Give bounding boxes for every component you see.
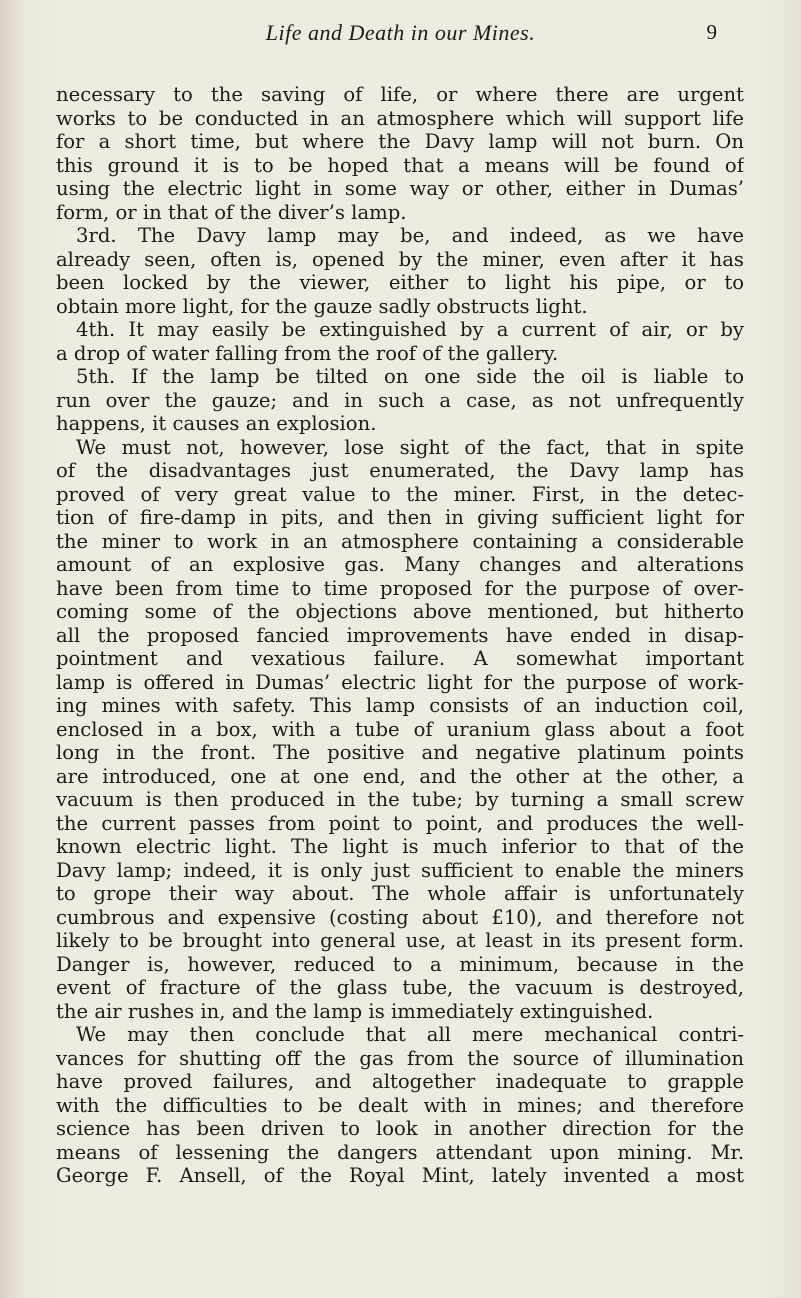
- running-head: [0, 20, 801, 54]
- text-line: the miner to work in an atmosphere containing a considerable: [56, 529, 744, 553]
- page-number: 9: [706, 20, 717, 44]
- text-line: to grope their way about. The whole affair is unfortunately: [56, 882, 744, 905]
- text-line: this ground it is to be hoped that a means will be found of: [56, 153, 744, 177]
- text-line: enclosed in a box, with a tube of uranium glass about a foot: [56, 717, 744, 741]
- text-line: coming some of the objections above mentioned, but hitherto: [56, 600, 744, 623]
- text-line: already seen, often is, opened by the miner, even after it has: [56, 247, 744, 271]
- text-line: 4th. It may easily be extinguished by a current of air, or by: [76, 318, 744, 341]
- text-line: long in the front. The positive and negative platinum points: [56, 741, 744, 764]
- text-line: cumbrous and expensive (costing about £10), and therefore not: [56, 905, 744, 929]
- text-line: means of lessening the dangers attendant upon mining. Mr.: [56, 1140, 744, 1164]
- text-line: with the difficulties to be dealt with in mines; and therefore: [56, 1093, 744, 1117]
- text-line: all the proposed fancied improvements have ended in disap-: [56, 623, 744, 647]
- text-line: have proved failures, and altogether inadequate to grapple: [56, 1070, 744, 1093]
- text-line: happens, it causes an explosion.: [56, 412, 377, 435]
- text-line: science has been driven to look in another direction for the: [56, 1117, 744, 1140]
- text-line: Davy lamp; indeed, it is only just sufficient to enable the miners: [56, 858, 744, 882]
- text-line: run over the gauze; and in such a case, as not unfrequently: [56, 388, 744, 412]
- text-line: for a short time, but where the Davy lamp will not burn. On: [56, 130, 744, 153]
- text-line: George F. Ansell, of the Royal Mint, lately invented a most: [56, 1164, 744, 1187]
- text-line: vances for shutting off the gas from the source of illumination: [56, 1046, 744, 1070]
- text-line: using the electric light in some way or other, either in Dumas’: [56, 177, 744, 200]
- text-line: ing mines with safety. This lamp consists of an induction coil,: [56, 694, 744, 717]
- text-line: of the disadvantages just enumerated, the Davy lamp has: [56, 459, 744, 482]
- text-line: amount of an explosive gas. Many changes and alterations: [56, 553, 744, 576]
- text-line: proved of very great value to the miner. First, in the detec-: [56, 482, 744, 506]
- text-line: 5th. If the lamp be tilted on one side the oil is liable to: [76, 365, 744, 388]
- text-line: the air rushes in, and the lamp is immediately extinguished.: [56, 999, 654, 1023]
- text-line: works to be conducted in an atmosphere which will support life: [56, 106, 744, 130]
- text-line: form, or in that of the diver’s lamp.: [56, 200, 407, 224]
- text-line: a drop of water falling from the roof of the gallery.: [56, 341, 559, 365]
- text-line: We must not, however, lose sight of the fact, that in spite: [76, 435, 744, 459]
- text-line: 3rd. The Davy lamp may be, and indeed, as we have: [76, 224, 744, 247]
- text-line: known electric light. The light is much inferior to that of the: [56, 835, 744, 858]
- body-text: [56, 83, 744, 1188]
- text-line: obtain more light, for the gauze sadly obstructs light.: [56, 294, 588, 318]
- text-line: lamp is offered in Dumas’ electric light for the purpose of work-: [56, 670, 744, 694]
- text-line: pointment and vexatious failure. A somewhat important: [56, 647, 744, 670]
- running-title: Life and Death in our Mines.: [265, 20, 536, 45]
- text-line: vacuum is then produced in the tube; by turning a small screw: [56, 788, 744, 811]
- text-line: are introduced, one at one end, and the other at the other, a: [56, 764, 744, 788]
- text-line: have been from time to time proposed for the purpose of over-: [56, 576, 744, 600]
- text-line: been locked by the viewer, either to light his pipe, or to: [56, 271, 744, 294]
- text-line: Danger is, however, reduced to a minimum, because in the: [56, 952, 744, 976]
- text-line: likely to be brought into general use, at least in its present form.: [56, 929, 744, 952]
- text-line: We may then conclude that all mere mechanical contri-: [76, 1023, 744, 1046]
- text-line: necessary to the saving of life, or where there are urgent: [56, 83, 744, 106]
- text-line: event of fracture of the glass tube, the vacuum is destroyed,: [56, 976, 744, 999]
- text-line: the current passes from point to point, and produces the well-: [56, 811, 744, 835]
- text-line: tion of fire-damp in pits, and then in giving sufficient light for: [56, 506, 744, 529]
